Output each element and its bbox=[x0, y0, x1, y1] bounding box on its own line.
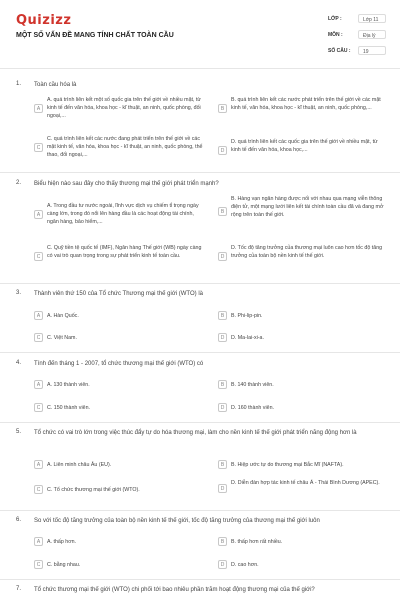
option-text: B. thấp hơn rất nhiều. bbox=[231, 538, 283, 545]
option-text: C. quá trình liên kết các nước đang phát triển trên thế giới về các mặt kinh tế, văn hóa, khoa học - kĩ thuật, an ninh, quốc phòng, thể thao, đối ngoại,... bbox=[47, 136, 203, 158]
question-4 bbox=[16, 360, 386, 366]
question-text: So với tốc độ tăng trưởng của toàn bộ nền kinh tế thế giới, tốc độ tăng trưởng của thương mại thế giới luôn bbox=[34, 518, 320, 524]
option-d[interactable] bbox=[218, 481, 388, 503]
option-letter-box: B bbox=[218, 537, 227, 546]
option-letter-box: A bbox=[34, 311, 43, 320]
question-3 bbox=[16, 290, 386, 296]
option-text: B. Hàng vạn ngân hàng được nối với nhau qua mạng viễn thông điện tử, một mạng lưới liên kết tài chính toàn cầu đã và đang mở rộng trên toàn thế giới. bbox=[231, 196, 384, 218]
option-letter-box: D bbox=[218, 146, 227, 155]
page-title: MỘT SỐ VẤN ĐỀ MANG TÍNH CHẤT TOÀN CẦU bbox=[16, 32, 174, 39]
option-letter-box: B bbox=[218, 207, 227, 216]
option-text: D. Ma-lai-xi-a. bbox=[231, 334, 264, 341]
class-value: Lớp 11 bbox=[358, 14, 386, 23]
class-label: LỚP : bbox=[328, 16, 342, 22]
option-text: B. 140 thành viên. bbox=[231, 381, 274, 388]
option-text: C. Việt Nam. bbox=[47, 334, 77, 341]
question-divider bbox=[0, 283, 400, 284]
option-a[interactable] bbox=[34, 98, 204, 120]
question-divider bbox=[0, 422, 400, 423]
count-value: 19 bbox=[358, 46, 386, 55]
option-b[interactable] bbox=[218, 380, 388, 402]
option-a[interactable] bbox=[34, 537, 204, 559]
option-text: B. Hiệp ước tự do thương mại Bắc Mĩ (NAFTA). bbox=[231, 461, 344, 468]
question-text: Biểu hiện nào sau đây cho thấy thương mại thế giới phát triển mạnh? bbox=[34, 181, 219, 187]
option-letter-box: A bbox=[34, 104, 43, 113]
option-letter-box: C bbox=[34, 560, 43, 569]
option-text: A. Hàn Quốc. bbox=[47, 312, 79, 319]
option-letter-box: D bbox=[218, 252, 227, 261]
subject-label: MÔN : bbox=[328, 32, 343, 38]
option-text: C. 150 thành viên. bbox=[47, 404, 90, 411]
question-text: Tổ chức thương mại thế giới (WTO) chi phối tới bao nhiêu phần trăm hoạt động thương mại của thế giới? bbox=[34, 587, 315, 593]
option-text: A. 130 thành viên. bbox=[47, 381, 90, 388]
option-letter-box: D bbox=[218, 484, 227, 493]
option-c[interactable] bbox=[34, 137, 204, 159]
question-number: 4. bbox=[16, 360, 22, 366]
header-divider bbox=[0, 68, 400, 69]
quizizz-logo: Quizizz bbox=[16, 13, 72, 28]
option-text: D. 160 thành viên. bbox=[231, 404, 274, 411]
question-divider bbox=[0, 579, 400, 580]
option-a[interactable] bbox=[34, 380, 204, 402]
option-letter-box: D bbox=[218, 403, 227, 412]
option-d[interactable] bbox=[218, 246, 388, 268]
option-letter-box: C bbox=[34, 403, 43, 412]
option-text: A. Liên minh châu Âu (EU). bbox=[47, 461, 112, 468]
option-letter-box: A bbox=[34, 460, 43, 469]
option-letter-box: B bbox=[218, 311, 227, 320]
option-letter-box: B bbox=[218, 380, 227, 389]
option-b[interactable] bbox=[218, 537, 388, 559]
option-c[interactable] bbox=[34, 246, 204, 268]
option-letter-box: A bbox=[34, 537, 43, 546]
option-text: D. Diễn đàn hợp tác kinh tế châu Á - Thái Bình Dương (APEC). bbox=[231, 480, 380, 486]
option-text: B. quá trình liên kết các nước phát triển trên thế giới về các mặt kinh tế, văn hóa, khoa học - kĩ thuật, an ninh, quốc phòng,... bbox=[231, 97, 381, 111]
option-b[interactable] bbox=[218, 197, 388, 219]
option-letter-box: C bbox=[34, 333, 43, 342]
option-text: B. Phi-lip-pin. bbox=[231, 312, 263, 319]
option-text: D. Tốc độ tăng trưởng của thương mại luôn cao hơn tốc độ tăng trưởng của toàn bộ nền kinh tế thế giới. bbox=[231, 245, 383, 259]
option-b[interactable] bbox=[218, 460, 388, 482]
question-number: 2. bbox=[16, 180, 22, 186]
option-text: D. quá trình liên kết các quốc gia trên thế giới về nhiều mặt, từ kinh tế đến văn hóa, khoa học,... bbox=[231, 139, 378, 153]
option-letter-box: B bbox=[218, 460, 227, 469]
question-text: Thành viên thứ 150 của Tổ chức Thương mại thế giới (WTO) là bbox=[34, 291, 203, 297]
subject-value: Địa lý bbox=[358, 30, 386, 39]
option-a[interactable] bbox=[34, 460, 204, 482]
option-letter-box: C bbox=[34, 485, 43, 494]
option-letter-box: A bbox=[34, 210, 43, 219]
question-text: Toàn cầu hóa là bbox=[34, 82, 77, 88]
option-text: A. thấp hơn. bbox=[47, 538, 77, 545]
option-letter-box: D bbox=[218, 333, 227, 342]
option-text: A. Trong đầu tư nước ngoài, lĩnh vực dịch vụ chiếm tỉ trọng ngày càng lớn, trong đó nổi lên hàng đầu là các hoạt động tài chính, ngân hàng, bảo hiểm,... bbox=[47, 203, 199, 225]
option-letter-box: D bbox=[218, 560, 227, 569]
question-divider bbox=[0, 172, 400, 173]
option-text: C. bằng nhau. bbox=[47, 561, 81, 568]
option-letter-box: C bbox=[34, 252, 43, 261]
question-5 bbox=[16, 429, 386, 435]
option-text: D. cao hơn. bbox=[231, 561, 259, 568]
question-1 bbox=[16, 81, 386, 87]
option-text: A. quá trình liên kết một số quốc gia trên thế giới về nhiều mặt, từ kinh tế đến văn hóa, khoa học - kĩ thuật, an ninh, quốc phòng, đối ngoại,... bbox=[47, 97, 201, 119]
question-number: 7. bbox=[16, 586, 22, 592]
option-letter-box: A bbox=[34, 380, 43, 389]
question-number: 3. bbox=[16, 290, 22, 296]
option-a[interactable] bbox=[34, 311, 204, 333]
option-d[interactable] bbox=[218, 140, 388, 162]
question-text: Tổ chức có vai trò lớn trong việc thúc đẩy tự do hóa thương mại, làm cho nền kinh tế thế giới phát triển năng động hơn là bbox=[34, 430, 357, 436]
option-b[interactable] bbox=[218, 98, 388, 120]
question-7 bbox=[16, 586, 386, 592]
question-number: 6. bbox=[16, 517, 22, 523]
option-c[interactable] bbox=[34, 485, 204, 507]
option-text: C. Tổ chức thương mại thế giới (WTO). bbox=[47, 486, 140, 493]
option-letter-box: C bbox=[34, 143, 43, 152]
count-label: SỐ CÂU : bbox=[328, 48, 351, 54]
option-b[interactable] bbox=[218, 311, 388, 333]
question-text: Tính đến tháng 1 - 2007, tổ chức thương mại thế giới (WTO) có bbox=[34, 361, 204, 367]
option-a[interactable] bbox=[34, 204, 204, 226]
question-divider bbox=[0, 352, 400, 353]
question-number: 5. bbox=[16, 429, 22, 435]
question-6 bbox=[16, 517, 386, 523]
option-text: C. Quỹ tiền tệ quốc tế (IMF), Ngân hàng Thế giới (WB) ngày càng có vai trò quan trọng trong sự phát triển kinh tế toàn cầu. bbox=[47, 245, 202, 259]
question-divider bbox=[0, 510, 400, 511]
option-letter-box: B bbox=[218, 104, 227, 113]
question-number: 1. bbox=[16, 81, 22, 87]
question-2 bbox=[16, 180, 386, 186]
